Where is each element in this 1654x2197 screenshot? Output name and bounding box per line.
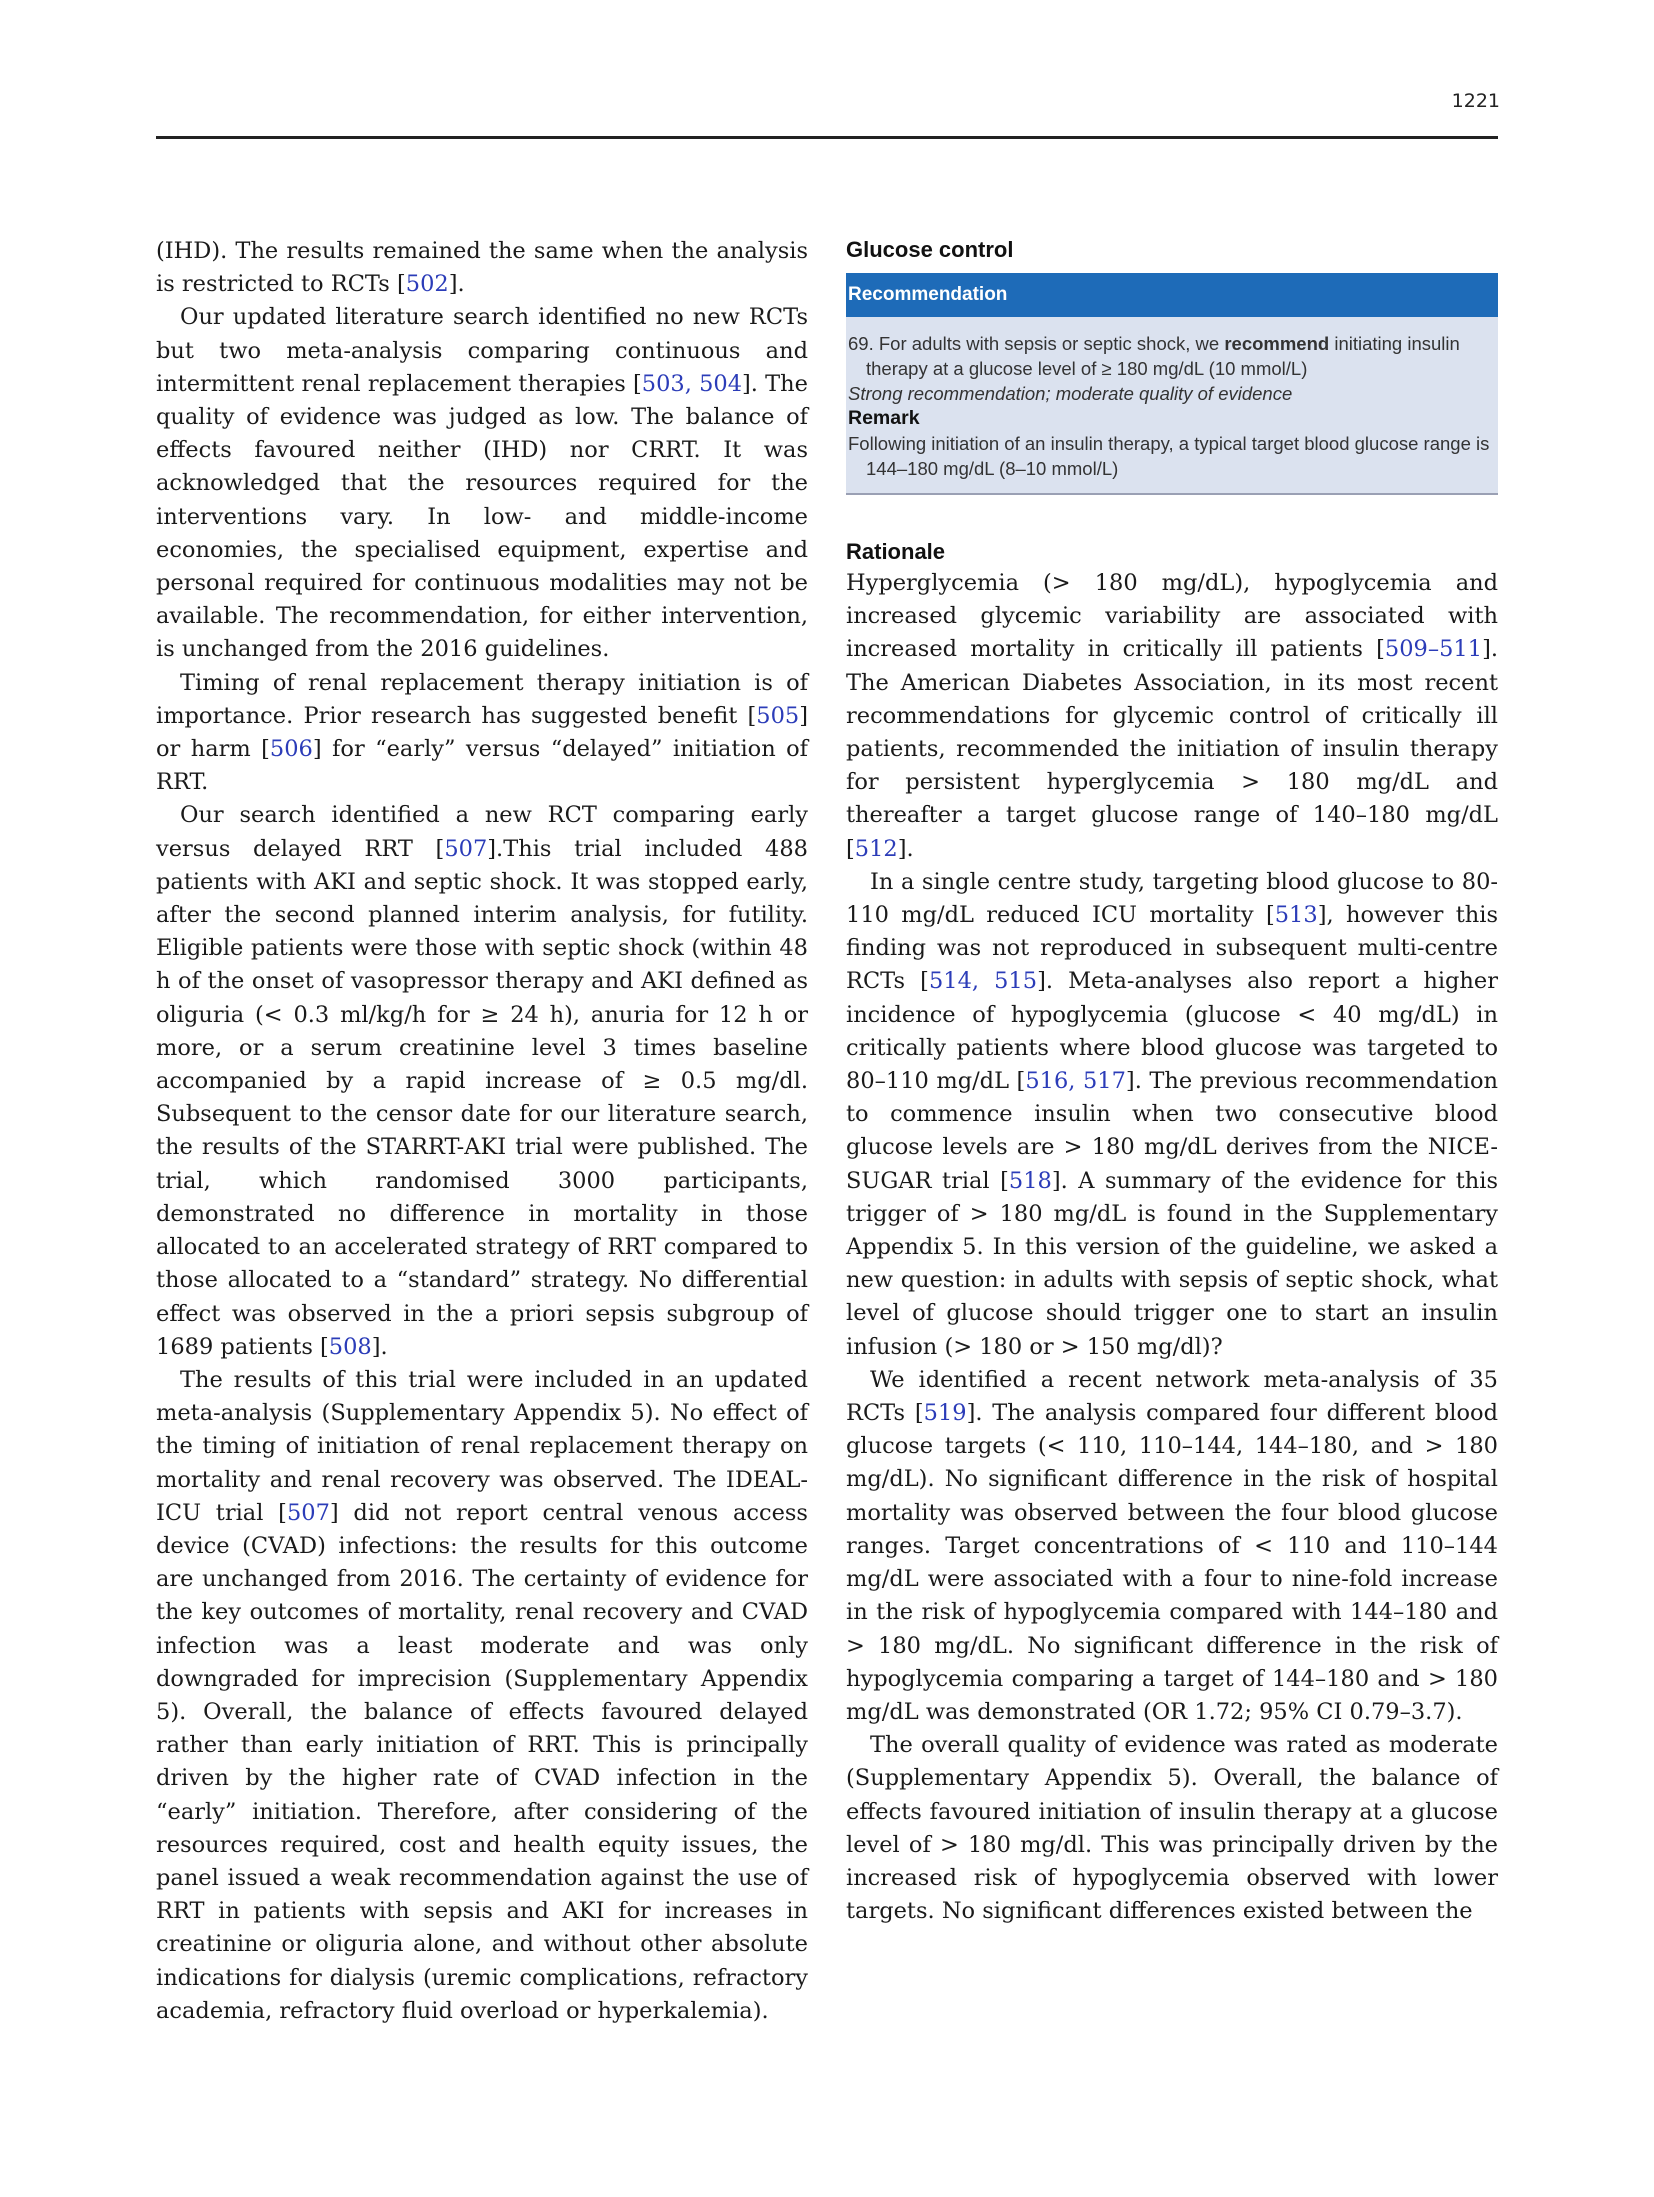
citation-ref[interactable]: 503, 504 [641, 370, 743, 397]
remark-text: Following initiation of an insulin therapy, a typical target blood glucose range is 144–180 mg/dL (8–10 mmol/L) [848, 433, 1490, 479]
recommendation-text-prefix: 69. For adults with sepsis or septic shock, we [848, 333, 1225, 354]
citation-ref[interactable]: 509–511 [1384, 636, 1483, 663]
citation-ref[interactable]: 518 [1008, 1167, 1052, 1194]
citation-ref[interactable]: 514, 515 [928, 968, 1038, 995]
citation-ref[interactable]: 516, 517 [1025, 1068, 1126, 1095]
body-paragraph: Timing of renal replacement therapy initiation is of importance. Prior research has suggested benefit [505] or harm [506] for “early” versus “delayed” initiation of RRT. [156, 669, 808, 796]
recommendation-item [848, 331, 1496, 381]
citation-ref[interactable]: 512 [854, 835, 898, 862]
header-rule [156, 136, 1498, 139]
body-paragraph: The overall quality of evidence was rated as moderate (Supplementary Appendix 5). Overall, the balance of effects favoured initiation of insulin therapy at a glucose level of > 180 mg/dl. This was principally driven by the increased risk of hypoglycemia observed with lower targets. No significant differences existed between the [846, 1732, 1498, 1925]
citation-ref[interactable]: 519 [923, 1400, 967, 1427]
rationale-title: Rationale [846, 539, 946, 564]
citation-ref[interactable]: 505 [756, 702, 800, 729]
citation-ref[interactable]: 507 [444, 835, 488, 862]
body-paragraph: Hyperglycemia (> 180 mg/dL), hypoglycemia and increased glycemic variability are associated with increased mortality in critically ill patients [509–511]. The American Diabetes Association, in its most recent recommendations for glycemic control of critically ill patients, recommended the initiation of insulin therapy for persistent hyperglycemia > 180 mg/dL and thereafter a target glucose range of 140–180 mg/dL [512]. [846, 570, 1498, 862]
body-paragraph: Our search identified a new RCT comparing early versus delayed RRT [507].This trial included 488 patients with AKI and septic shock. It was stopped early, after the second planned interim analysis, for futility. Eligible patients were those with septic shock (within 48 h of the onset of vasopressor therapy and AKI defined as oliguria (< 0.3 ml/kg/h for ≥ 24 h), anuria for 12 h or more, or a serum creatinine level 3 times baseline accompanied by a rapid increase of ≥ 0.5 mg/dl. Subsequent to the censor date for our literature search, the results of the STARRT-AKI trial were published. The trial, which randomised 3000 participants, demonstrated no difference in mortality in those allocated to an accelerated strategy of RRT compared to those allocated to a “standard” strategy. No differential effect was observed in the a priori sepsis subgroup of 1689 patients [508]. [156, 802, 808, 1360]
recommendation-text-suffix: initiating insulin therapy at a glucose level of ≥ 180 mg/dL (10 mmol/L) [866, 333, 1460, 379]
page-number: 1221 [1451, 90, 1500, 112]
remark-title: Remark [848, 407, 920, 429]
citation-ref[interactable]: 508 [328, 1333, 372, 1360]
citation-ref[interactable]: 506 [269, 736, 313, 763]
citation-ref[interactable]: 502 [405, 271, 449, 298]
body-paragraph: The results of this trial were included in an updated meta-analysis (Supplementary Appendix 5). No effect of the timing of initiation of renal replacement therapy on mortality and renal recovery was observed. The IDEAL-ICU trial [507] did not report central venous access device (CVAD) infections: the results for this outcome are unchanged from 2016. The certainty of evidence for the key outcomes of mortality, renal recovery and CVAD infection was a least moderate and was only downgraded for imprecision (Supplementary Appendix 5). Overall, the balance of effects favoured delayed rather than early initiation of RRT. This is principally driven by the higher rate of CVAD infection in the “early” initiation. Therefore, after considering of the resources required, cost and health equity issues, the panel issued a weak recommendation against the use of RRT in patients with sepsis and AKI for increases in creatinine or oliguria alone, and without other absolute indications for dialysis (uremic complications, refractory academia, refractory fluid overload or hyperkalemia). [156, 1366, 808, 2024]
body-paragraph: We identified a recent network meta-analysis of 35 RCTs [519]. The analysis compared four different blood glucose targets (< 110, 110–144, 144–180, and > 180 mg/dL). No significant difference in the risk of hospital mortality was observed between the four blood glucose ranges. Target concentrations of < 110 and 110–144 mg/dL were associated with a four to nine-fold increase in the risk of hypoglycemia compared with 144–180 and > 180 mg/dL. No significant difference in the risk of hypoglycemia comparing a target of 144–180 and > 180 mg/dL was demonstrated (OR 1.72; 95% CI 0.79–3.7). [846, 1366, 1498, 1725]
recommendation-header: Recommendation [846, 273, 1498, 317]
body-paragraph: (IHD). The results remained the same when the analysis is restricted to RCTs [502]. [156, 238, 808, 298]
recommendation-body [846, 317, 1498, 495]
citation-ref[interactable]: 507 [286, 1499, 330, 1526]
right-column [846, 235, 1498, 1928]
recommendation-box [846, 273, 1498, 495]
body-paragraph: In a single centre study, targeting blood glucose to 80-110 mg/dL reduced ICU mortality [513], however this finding was not reproduced in subsequent multi-centre RCTs [514, 515]. Meta-analyses also report a higher incidence of hypoglycemia (glucose < 40 mg/dL) in critically patients where blood glucose was targeted to 80–110 mg/dL [516, 517]. The previous recommendation to commence insulin when two consecutive blood glucose levels are > 180 mg/dL derives from the NICE-SUGAR trial [518]. A summary of the evidence for this trigger of > 180 mg/dL is found in the Supplementary Appendix 5. In this version of the guideline, we asked a new question: in adults with sepsis of septic shock, what level of glucose should trigger one to start an insulin infusion (> 180 or > 150 mg/dl)? [846, 868, 1499, 1360]
citation-ref[interactable]: 513 [1274, 902, 1318, 929]
section-title: Glucose control [846, 237, 1014, 262]
recommendation-keyword: recommend [1224, 333, 1330, 354]
left-column [156, 235, 808, 2028]
body-paragraph: Our updated literature search identified no new RCTs but two meta-analysis comparing continuous and intermittent renal replacement therapies [503, 504]. The quality of evidence was judged as low. The balance of effects favoured neither (IHD) nor CRRT. It was acknowledged that the resources required for the interventions vary. In low- and middle-income economies, the specialised equipment, expertise and personal required for continuous modalities may not be available. The recommendation, for either intervention, is unchanged from the 2016 guidelines. [156, 304, 808, 663]
recommendation-strength: Strong recommendation; moderate quality of evidence [848, 383, 1293, 404]
